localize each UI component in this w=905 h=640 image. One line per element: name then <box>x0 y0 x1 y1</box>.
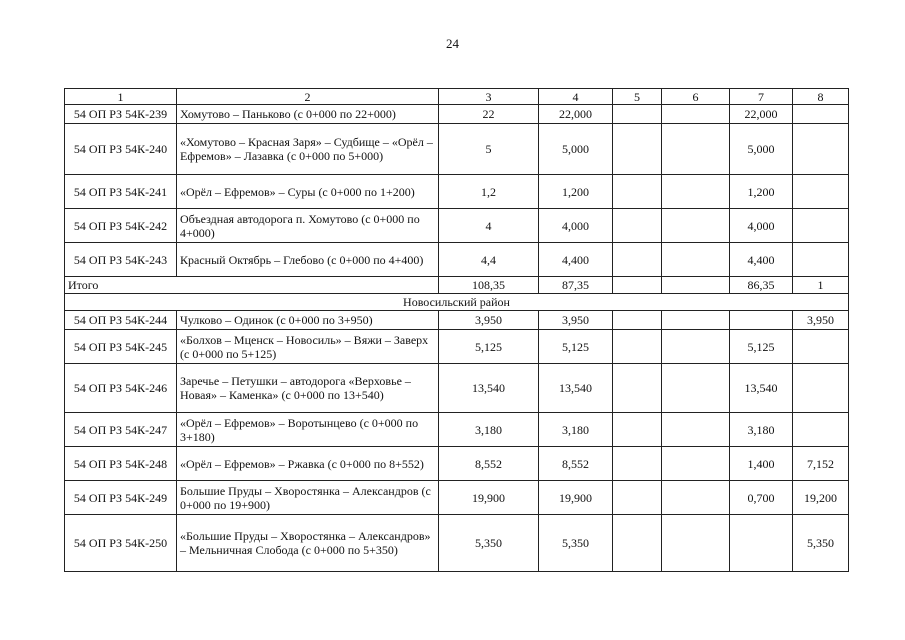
table-row <box>65 175 849 209</box>
cell-col8 <box>793 364 849 413</box>
table-row <box>65 515 849 572</box>
cell-col5 <box>613 330 662 364</box>
cell-col4: 4,000 <box>539 209 613 243</box>
cell-col6 <box>662 175 730 209</box>
cell-col4: 5,350 <box>539 515 613 572</box>
road-name: Объездная автодорога п. Хомутово (с 0+000 по 4+000) <box>177 209 439 243</box>
road-code: 54 ОП РЗ 54К-245 <box>65 330 177 364</box>
cell-col6 <box>662 330 730 364</box>
road-name: «Большие Пруды – Хворостянка – Александров» – Мельничная Слобода (с 0+000 по 5+350) <box>177 515 439 572</box>
cell-col7: 1,400 <box>730 447 793 481</box>
cell-col4: 19,900 <box>539 481 613 515</box>
road-code: 54 ОП РЗ 54К-248 <box>65 447 177 481</box>
column-header: 3 <box>439 89 539 105</box>
cell-col6 <box>662 364 730 413</box>
total-label: Итого <box>65 277 439 294</box>
road-name: «Хомутово – Красная Заря» – Судбище – «Орёл – Ефремов» – Лазавка (с 0+000 по 5+000) <box>177 124 439 175</box>
cell-col8: 19,200 <box>793 481 849 515</box>
cell-col8 <box>793 243 849 277</box>
cell-col4: 5,000 <box>539 124 613 175</box>
cell-col7: 4,400 <box>730 243 793 277</box>
road-code: 54 ОП РЗ 54К-243 <box>65 243 177 277</box>
road-code: 54 ОП РЗ 54К-247 <box>65 413 177 447</box>
road-code: 54 ОП РЗ 54К-239 <box>65 105 177 124</box>
cell-col6 <box>662 447 730 481</box>
cell-col3: 1,2 <box>439 175 539 209</box>
cell-col4: 5,125 <box>539 330 613 364</box>
cell-col3: 4 <box>439 209 539 243</box>
cell-col6 <box>662 481 730 515</box>
cell-col8: 1 <box>793 277 849 294</box>
cell-col8 <box>793 105 849 124</box>
cell-col5 <box>613 364 662 413</box>
cell-col8 <box>793 175 849 209</box>
table-row <box>65 447 849 481</box>
cell-col7: 4,000 <box>730 209 793 243</box>
cell-col7: 86,35 <box>730 277 793 294</box>
cell-col3: 5 <box>439 124 539 175</box>
column-header: 5 <box>613 89 662 105</box>
cell-col6 <box>662 243 730 277</box>
cell-col6 <box>662 515 730 572</box>
road-name: Заречье – Петушки – автодорога «Верховье – Новая» – Каменка» (с 0+000 по 13+540) <box>177 364 439 413</box>
road-name: Чулково – Одинок (с 0+000 по 3+950) <box>177 311 439 330</box>
table-row <box>65 364 849 413</box>
cell-col5 <box>613 447 662 481</box>
cell-col7 <box>730 515 793 572</box>
cell-col7: 5,000 <box>730 124 793 175</box>
cell-col3: 5,350 <box>439 515 539 572</box>
cell-col5 <box>613 124 662 175</box>
cell-col6 <box>662 311 730 330</box>
road-code: 54 ОП РЗ 54К-246 <box>65 364 177 413</box>
road-code: 54 ОП РЗ 54К-240 <box>65 124 177 175</box>
cell-col5 <box>613 311 662 330</box>
cell-col5 <box>613 105 662 124</box>
cell-col3: 3,950 <box>439 311 539 330</box>
column-header: 8 <box>793 89 849 105</box>
road-name: Большие Пруды – Хворостянка – Александров (с 0+000 по 19+900) <box>177 481 439 515</box>
cell-col8 <box>793 209 849 243</box>
table-row <box>65 105 849 124</box>
road-name: Красный Октябрь – Глебово (с 0+000 по 4+400) <box>177 243 439 277</box>
cell-col7: 5,125 <box>730 330 793 364</box>
road-name: «Орёл – Ефремов» – Ржавка (с 0+000 по 8+552) <box>177 447 439 481</box>
cell-col5 <box>613 209 662 243</box>
cell-col5 <box>613 481 662 515</box>
road-name: «Орёл – Ефремов» – Суры (с 0+000 по 1+200) <box>177 175 439 209</box>
column-header: 1 <box>65 89 177 105</box>
cell-col8: 7,152 <box>793 447 849 481</box>
road-code: 54 ОП РЗ 54К-241 <box>65 175 177 209</box>
cell-col8: 3,950 <box>793 311 849 330</box>
cell-col6 <box>662 277 730 294</box>
road-code: 54 ОП РЗ 54К-249 <box>65 481 177 515</box>
cell-col7: 0,700 <box>730 481 793 515</box>
cell-col5 <box>613 175 662 209</box>
cell-col8 <box>793 413 849 447</box>
cell-col7: 3,180 <box>730 413 793 447</box>
cell-col4: 22,000 <box>539 105 613 124</box>
road-code: 54 ОП РЗ 54К-242 <box>65 209 177 243</box>
cell-col5 <box>613 413 662 447</box>
column-header: 6 <box>662 89 730 105</box>
cell-col4: 8,552 <box>539 447 613 481</box>
page-number: 24 <box>446 36 459 51</box>
cell-col4: 4,400 <box>539 243 613 277</box>
cell-col8 <box>793 124 849 175</box>
cell-col3: 5,125 <box>439 330 539 364</box>
cell-col3: 3,180 <box>439 413 539 447</box>
cell-col8: 5,350 <box>793 515 849 572</box>
table-row <box>65 330 849 364</box>
cell-col4: 13,540 <box>539 364 613 413</box>
cell-col3: 4,4 <box>439 243 539 277</box>
table-row <box>65 209 849 243</box>
cell-col6 <box>662 413 730 447</box>
roads-table <box>64 88 849 572</box>
table-header-row <box>65 89 849 105</box>
road-name: Хомутово – Паньково (с 0+000 по 22+000) <box>177 105 439 124</box>
cell-col3: 8,552 <box>439 447 539 481</box>
table-row <box>65 124 849 175</box>
cell-col7: 1,200 <box>730 175 793 209</box>
road-code: 54 ОП РЗ 54К-244 <box>65 311 177 330</box>
section-row <box>65 294 849 311</box>
total-row <box>65 277 849 294</box>
cell-col7: 22,000 <box>730 105 793 124</box>
cell-col3: 22 <box>439 105 539 124</box>
section-title: Новосильский район <box>65 294 849 311</box>
cell-col5 <box>613 243 662 277</box>
table-row <box>65 481 849 515</box>
table-row <box>65 311 849 330</box>
cell-col6 <box>662 209 730 243</box>
column-header: 2 <box>177 89 439 105</box>
cell-col7 <box>730 311 793 330</box>
cell-col6 <box>662 105 730 124</box>
cell-col4: 1,200 <box>539 175 613 209</box>
column-header: 4 <box>539 89 613 105</box>
cell-col5 <box>613 515 662 572</box>
cell-col4: 87,35 <box>539 277 613 294</box>
cell-col3: 19,900 <box>439 481 539 515</box>
cell-col3: 13,540 <box>439 364 539 413</box>
cell-col4: 3,180 <box>539 413 613 447</box>
column-header: 7 <box>730 89 793 105</box>
cell-col4: 3,950 <box>539 311 613 330</box>
cell-col5 <box>613 277 662 294</box>
table-row <box>65 413 849 447</box>
cell-col3: 108,35 <box>439 277 539 294</box>
cell-col6 <box>662 124 730 175</box>
cell-col7: 13,540 <box>730 364 793 413</box>
road-name: «Орёл – Ефремов» – Воротынцево (с 0+000 по 3+180) <box>177 413 439 447</box>
table-row <box>65 243 849 277</box>
cell-col8 <box>793 330 849 364</box>
road-code: 54 ОП РЗ 54К-250 <box>65 515 177 572</box>
road-name: «Болхов – Мценск – Новосиль» – Вяжи – Заверх (с 0+000 по 5+125) <box>177 330 439 364</box>
